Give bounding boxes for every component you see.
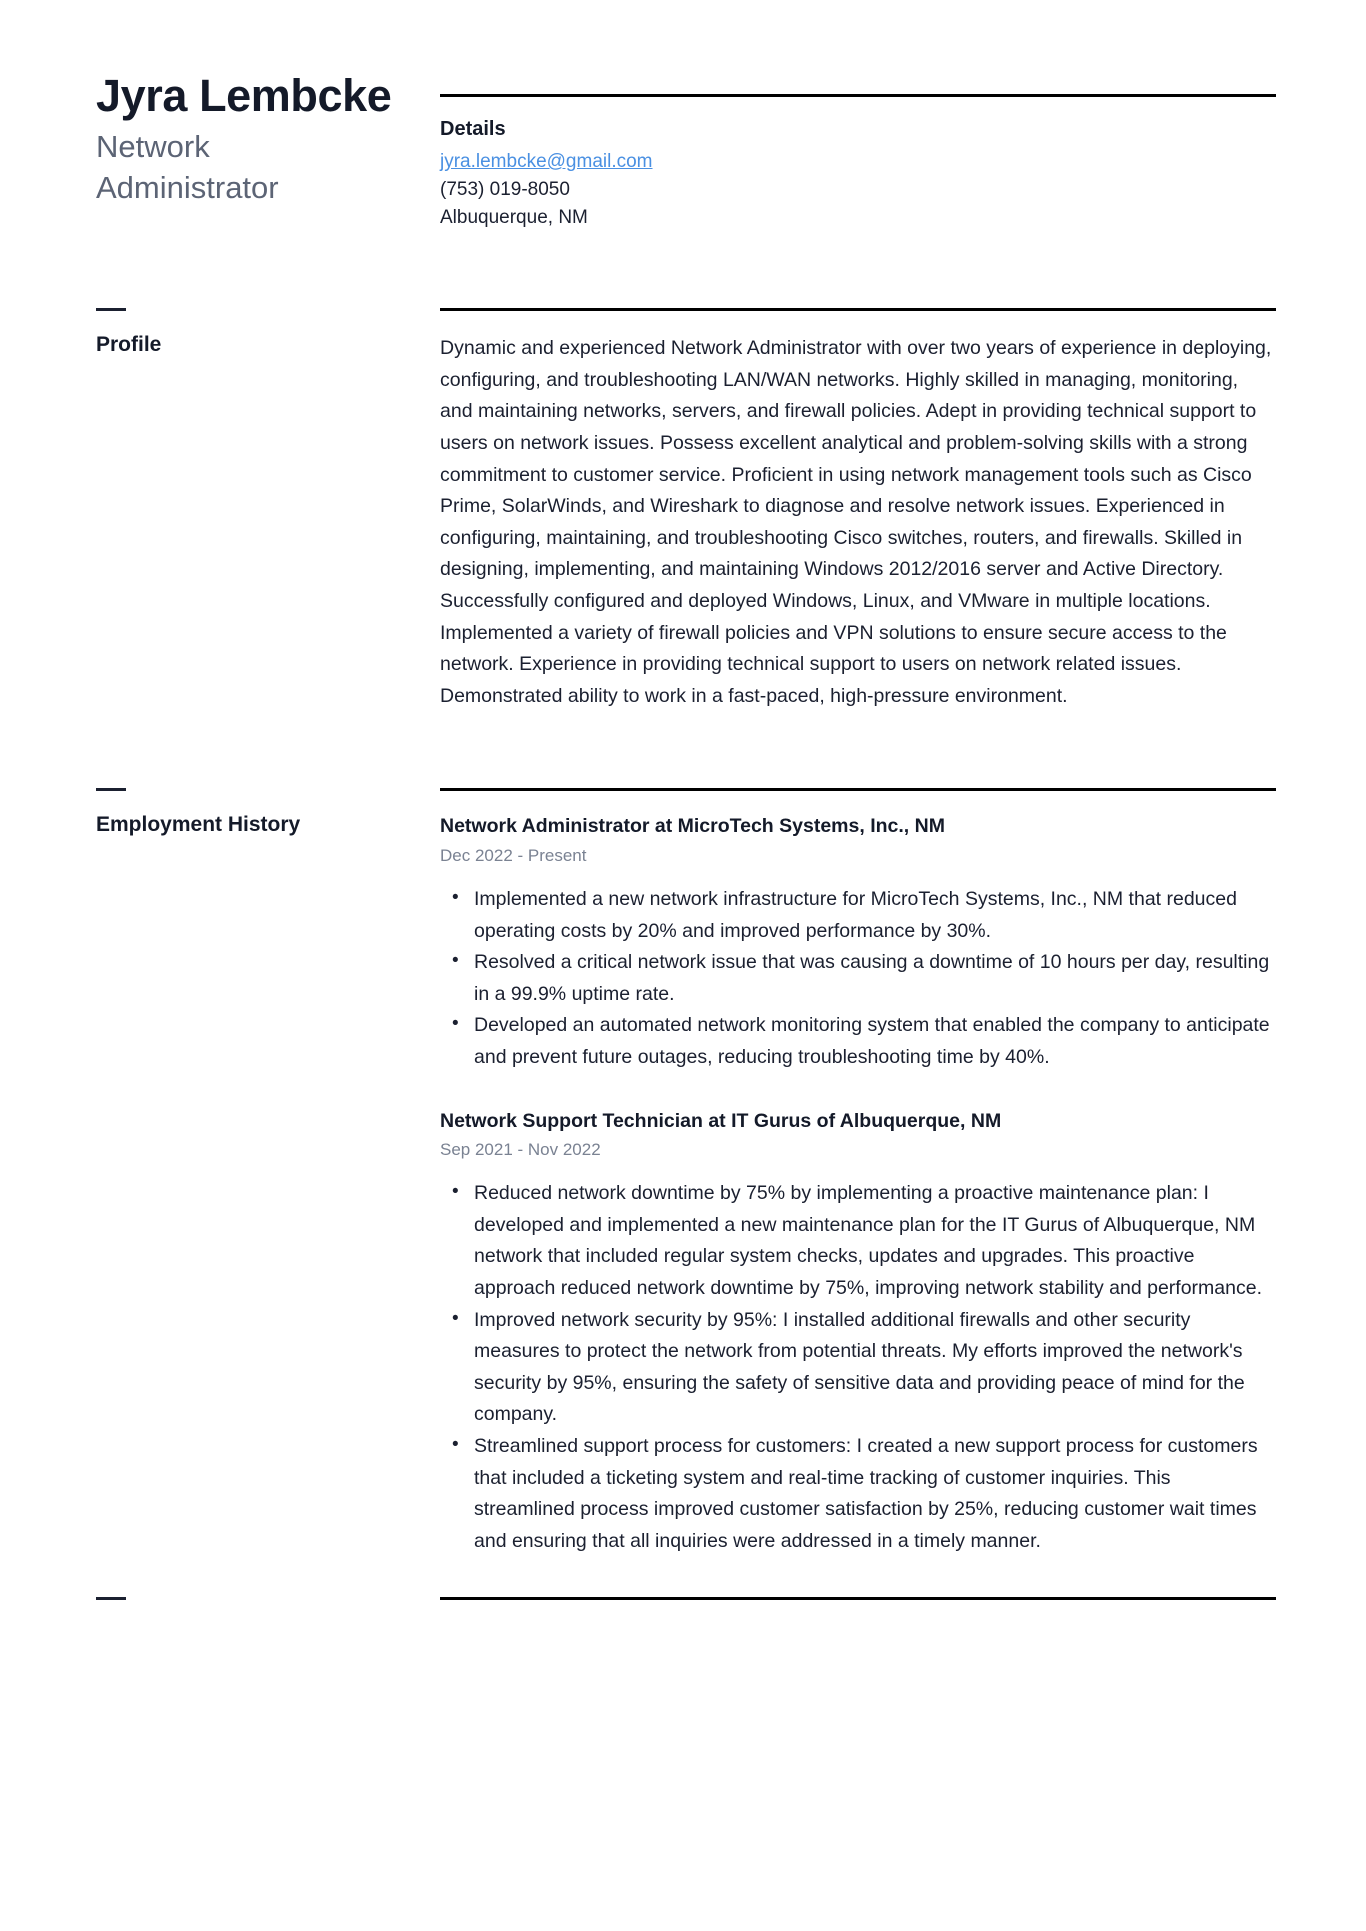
list-item: • Streamlined support process for customers: I created a new support process for customers that included a ticketing system and real-time tracking of customer inquiries. This streamlined process improved customer satisfaction by 25%, reducing customer wait times and ensuring that all inquiries were addressed in a timely manner. [440, 1431, 1276, 1557]
next-section-body [440, 1597, 1366, 1600]
details-heading: Details [440, 118, 506, 140]
list-item: • Developed an automated network monitoring system that enabled the company to anticipate and prevent future outages, reducing troubleshooting time by 40%. [440, 1010, 1276, 1073]
job-dates: Sep 2021 - Nov 2022 [440, 1139, 601, 1159]
profile-text: Dynamic and experienced Network Administrator with over two years of experience in deploying, configuring, and troubleshooting LAN/WAN networks. Highly skilled in managing, monitoring, and maintaining networks, servers, and firewall policies. Adept in providing technical support to users on network issues. Possess excellent analytical and problem-solving skills with a strong commitment to customer service. Proficient in using network management tools such as Cisco Prime, SolarWinds, and Wireshark to diagnose and resolve network issues. Experienced in configuring, maintaining, and troubleshooting Cisco switches, routers, and firewalls. Skilled in designing, implementing, and maintaining Windows 2012/2016 server and Active Directory. Successfully configured and deployed Windows, Linux, and VMware in multiple locations. Implemented a variety of firewall policies and VPN solutions to ensure secure access to the network. Experience in providing technical support to users on network related issues. Demonstrated ability to work in a fast-paced, high-pressure environment. [440, 337, 1272, 707]
page-title: Jyra Lembcke [96, 70, 392, 121]
profile-label-column [0, 308, 440, 358]
resume-header [0, 0, 1366, 232]
profile-body [440, 308, 1366, 712]
job-bullets [440, 1178, 1276, 1557]
profile-top-spacer [440, 311, 1276, 333]
job-entry [440, 1108, 1276, 1558]
next-section-label-column [0, 1597, 440, 1620]
next-section-partial [0, 1597, 1366, 1620]
spacer-after-profile [0, 712, 1366, 788]
header-job-title: Network Administrator [96, 128, 279, 205]
employment-top-spacer [440, 791, 1276, 813]
details-phone: (753) 019-8050 [440, 179, 570, 201]
section-dash-icon [96, 308, 126, 311]
next-section-divider [440, 1597, 1276, 1600]
header-right-column [440, 0, 1366, 232]
details-section [440, 97, 1276, 232]
header-left-column [0, 0, 440, 208]
spacer-before-next-section [0, 1557, 1366, 1597]
job-heading: Network Support Technician at IT Gurus of Albuquerque, NM [440, 1109, 1002, 1132]
job-bullets [440, 884, 1276, 1073]
employment-body [440, 788, 1366, 1557]
list-item: • Resolved a critical network issue that was causing a downtime of 10 hours per day, resulting in a 99.9% uptime rate. [440, 947, 1276, 1010]
details-location: Albuquerque, NM [440, 207, 588, 229]
employment-label-column [0, 788, 440, 838]
employment-history-section [0, 788, 1366, 1557]
section-dash-icon [96, 788, 126, 791]
list-item: • Implemented a new network infrastructure for MicroTech Systems, Inc., NM that reduced operating costs by 20% and improved performance by 30%. [440, 884, 1276, 947]
list-item: • Improved network security by 95%: I installed additional firewalls and other security measures to protect the network from potential threats. My efforts improved the network's security by 95%, ensuring the safety of sensitive data and providing peace of mind for the company. [440, 1305, 1276, 1431]
details-email-line [440, 148, 1276, 176]
job-entry [440, 813, 1276, 1073]
profile-section [0, 308, 1366, 712]
section-dash-icon [96, 1597, 126, 1600]
email-link[interactable]: jyra.lembcke@gmail.com [440, 151, 653, 172]
list-item: • Reduced network downtime by 75% by implementing a proactive maintenance plan: I developed and implemented a new maintenance plan for the IT Gurus of Albuquerque, NM network that included regular system checks, updates and upgrades. This proactive approach reduced network downtime by 75%, improving network stability and performance. [440, 1178, 1276, 1304]
employment-section-label: Employment History [96, 813, 301, 837]
spacer-after-details [0, 232, 1366, 308]
job-heading: Network Administrator at MicroTech Systems, Inc., NM [440, 815, 945, 838]
job-dates: Dec 2022 - Present [440, 845, 587, 865]
profile-section-label: Profile [96, 333, 162, 357]
